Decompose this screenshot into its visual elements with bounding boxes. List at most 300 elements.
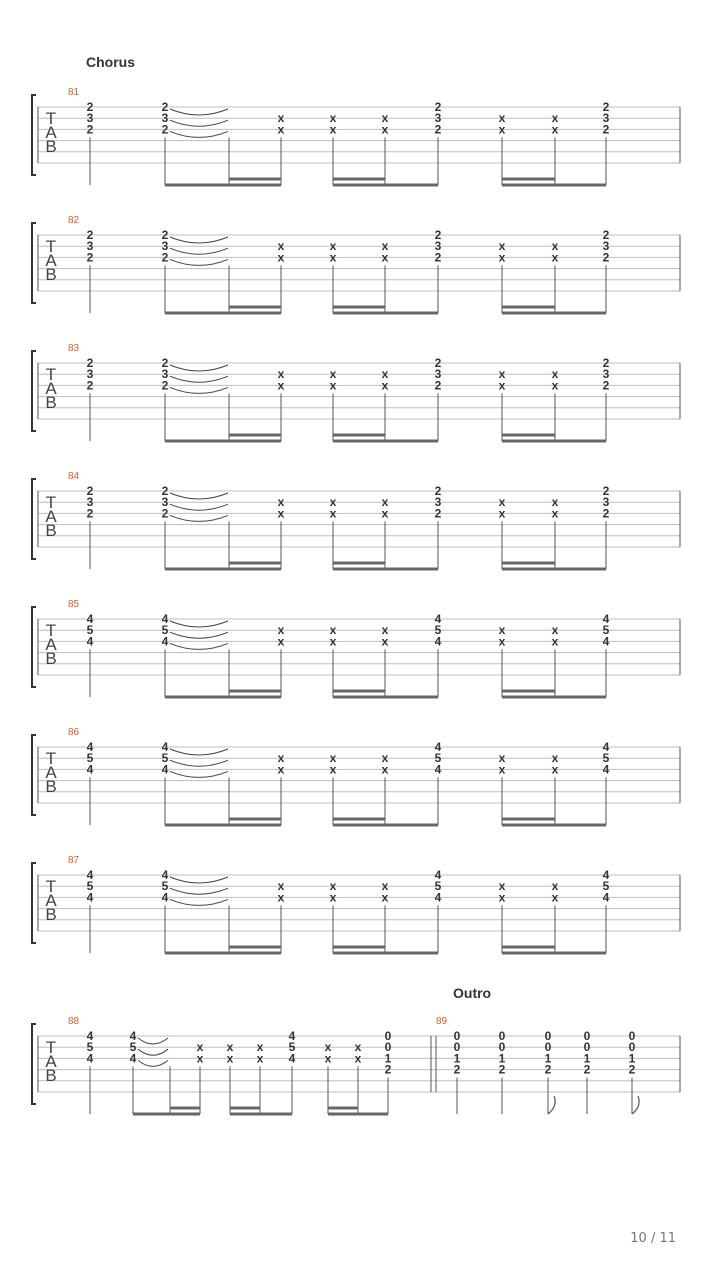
fret-number: 2 <box>86 356 94 370</box>
muted-note: x <box>196 1051 204 1066</box>
fret-number: 2 <box>86 484 94 498</box>
muted-note: x <box>551 250 559 265</box>
fret-number: 2 <box>498 1062 506 1077</box>
fret-number: 3 <box>434 367 442 382</box>
muted-note: x <box>551 890 559 905</box>
fret-number: 1 <box>628 1051 636 1066</box>
fret-number: 5 <box>602 623 610 638</box>
fret-number: 2 <box>434 378 442 393</box>
fret-number: 4 <box>434 762 442 777</box>
fret-number: 2 <box>86 228 94 242</box>
muted-note: x <box>381 367 389 382</box>
tie-slur <box>170 387 228 393</box>
tie-slur <box>170 493 228 499</box>
tab-clef-letter: B <box>45 265 57 284</box>
fret-number: 2 <box>161 484 169 498</box>
muted-note: x <box>256 1051 264 1066</box>
fret-number: 4 <box>86 740 94 754</box>
fret-number: 5 <box>602 751 610 766</box>
tab-clef-letter: A <box>45 123 57 142</box>
note-beam <box>502 818 555 821</box>
system-bracket <box>32 223 36 303</box>
tie-slur <box>138 1049 168 1055</box>
note-beam <box>333 568 438 571</box>
fret-number: 4 <box>602 612 610 626</box>
fret-number: 5 <box>288 1040 296 1055</box>
section-label-chorus: Chorus <box>86 54 135 70</box>
tab-clef-letter: A <box>45 507 57 526</box>
muted-note: x <box>551 111 559 126</box>
tab-clef-letter: A <box>45 1052 57 1071</box>
fret-number: 5 <box>86 1040 94 1055</box>
muted-note: x <box>498 879 506 894</box>
note-beam <box>502 434 555 437</box>
fret-number: 4 <box>129 1051 137 1066</box>
muted-note: x <box>196 1040 204 1055</box>
fret-number: 4 <box>434 868 442 882</box>
fret-number: 2 <box>161 122 169 137</box>
fret-number: 2 <box>434 356 442 370</box>
note-beam <box>502 568 606 571</box>
fret-number: 5 <box>161 751 169 766</box>
note-beam <box>229 818 281 821</box>
fret-number: 4 <box>602 762 610 777</box>
fret-number: 4 <box>129 1029 137 1043</box>
note-beam <box>333 312 438 315</box>
note-beam <box>165 824 281 827</box>
tie-slur <box>170 888 228 894</box>
note-beam <box>230 1113 292 1116</box>
note-beam <box>333 690 385 693</box>
fret-number: 3 <box>86 111 94 126</box>
muted-note: x <box>381 762 389 777</box>
tie-slur <box>170 365 228 371</box>
fret-number: 0 <box>384 1029 392 1043</box>
tab-clef-letter: T <box>45 493 57 512</box>
muted-note: x <box>381 495 389 510</box>
muted-note: x <box>381 111 389 126</box>
note-beam <box>328 1107 358 1110</box>
system-bracket <box>32 479 36 559</box>
tab-clef-letter: T <box>45 621 57 640</box>
fret-number: 2 <box>86 122 94 137</box>
fret-number: 0 <box>453 1029 461 1043</box>
muted-note: x <box>381 751 389 766</box>
note-beam <box>502 178 555 181</box>
fret-number: 2 <box>434 100 442 114</box>
tab-clef-letter: B <box>45 649 57 668</box>
fret-number: 4 <box>161 740 169 754</box>
tie-slur <box>138 1038 168 1044</box>
note-beam <box>165 184 281 187</box>
tie-slur <box>170 259 228 265</box>
fret-number: 2 <box>161 100 169 114</box>
system-bracket <box>32 1024 36 1104</box>
note-beam <box>333 434 385 437</box>
fret-number: 3 <box>86 239 94 254</box>
note-beam <box>502 184 606 187</box>
fret-number: 4 <box>86 634 94 649</box>
muted-note: x <box>277 367 285 382</box>
tab-clef-letter: A <box>45 379 57 398</box>
fret-number: 2 <box>602 250 610 265</box>
measure-number: 82 <box>68 215 80 226</box>
muted-note: x <box>277 879 285 894</box>
fret-number: 2 <box>583 1062 591 1077</box>
fret-number: 2 <box>544 1062 552 1077</box>
fret-number: 4 <box>434 612 442 626</box>
fret-number: 2 <box>453 1062 461 1077</box>
fret-number: 0 <box>498 1029 506 1043</box>
muted-note: x <box>498 250 506 265</box>
tab-clef-letter: B <box>45 521 57 540</box>
note-beam <box>170 1107 200 1110</box>
fret-number: 2 <box>161 506 169 521</box>
note-beam <box>502 696 606 699</box>
note-beam <box>229 946 281 949</box>
fret-number: 4 <box>161 762 169 777</box>
note-beam <box>502 690 555 693</box>
fret-number: 5 <box>161 623 169 638</box>
fret-number: 0 <box>544 1040 552 1055</box>
tie-slur <box>170 877 228 883</box>
muted-note: x <box>498 122 506 137</box>
tie-slur <box>170 621 228 627</box>
muted-note: x <box>381 122 389 137</box>
muted-note: x <box>498 751 506 766</box>
note-beam <box>165 696 281 699</box>
note-beam <box>502 312 606 315</box>
muted-note: x <box>329 506 337 521</box>
tie-slur <box>170 760 228 766</box>
fret-number: 0 <box>384 1040 392 1055</box>
muted-note: x <box>498 378 506 393</box>
fret-number: 4 <box>86 1051 94 1066</box>
fret-number: 1 <box>498 1051 506 1066</box>
note-flag <box>548 1096 555 1114</box>
fret-number: 3 <box>161 367 169 382</box>
fret-number: 0 <box>583 1029 591 1043</box>
fret-number: 1 <box>544 1051 552 1066</box>
tab-clef-letter: A <box>45 891 57 910</box>
tie-slur <box>170 632 228 638</box>
muted-note: x <box>551 762 559 777</box>
fret-number: 4 <box>602 890 610 905</box>
fret-number: 3 <box>602 367 610 382</box>
muted-note: x <box>277 250 285 265</box>
tie-slur <box>170 131 228 137</box>
fret-number: 2 <box>602 122 610 137</box>
tab-clef-letter: A <box>45 635 57 654</box>
muted-note: x <box>498 634 506 649</box>
fret-number: 4 <box>161 890 169 905</box>
fret-number: 5 <box>602 879 610 894</box>
fret-number: 2 <box>602 506 610 521</box>
muted-note: x <box>277 122 285 137</box>
muted-note: x <box>551 879 559 894</box>
fret-number: 0 <box>453 1040 461 1055</box>
tie-slur <box>170 771 228 777</box>
muted-note: x <box>329 122 337 137</box>
muted-note: x <box>329 879 337 894</box>
muted-note: x <box>329 495 337 510</box>
fret-number: 5 <box>86 623 94 638</box>
tab-clef-letter: B <box>45 1066 57 1085</box>
muted-note: x <box>381 879 389 894</box>
measure-number: 83 <box>68 343 80 354</box>
fret-number: 4 <box>602 740 610 754</box>
muted-note: x <box>277 890 285 905</box>
fret-number: 5 <box>86 879 94 894</box>
fret-number: 3 <box>161 111 169 126</box>
note-beam <box>229 306 281 309</box>
note-beam <box>229 178 281 181</box>
muted-note: x <box>381 378 389 393</box>
fret-number: 2 <box>602 378 610 393</box>
tie-slur <box>170 643 228 649</box>
fret-number: 2 <box>86 250 94 265</box>
section-label-outro: Outro <box>453 985 492 1001</box>
muted-note: x <box>329 367 337 382</box>
muted-note: x <box>277 634 285 649</box>
fret-number: 1 <box>453 1051 461 1066</box>
fret-number: 4 <box>86 890 94 905</box>
muted-note: x <box>277 506 285 521</box>
note-beam <box>502 824 606 827</box>
muted-note: x <box>498 506 506 521</box>
measure-number: 81 <box>68 87 80 98</box>
note-beam <box>502 562 555 565</box>
note-beam <box>333 952 438 955</box>
fret-number: 2 <box>602 228 610 242</box>
note-beam <box>328 1113 388 1116</box>
fret-number: 4 <box>86 612 94 626</box>
note-beam <box>333 824 438 827</box>
tie-slur <box>170 376 228 382</box>
note-beam <box>133 1113 200 1116</box>
system-bracket <box>32 863 36 943</box>
fret-number: 5 <box>434 879 442 894</box>
note-beam <box>333 696 438 699</box>
fret-number: 4 <box>86 868 94 882</box>
muted-note: x <box>324 1051 332 1066</box>
fret-number: 2 <box>434 250 442 265</box>
muted-note: x <box>498 111 506 126</box>
fret-number: 5 <box>161 879 169 894</box>
note-beam <box>502 306 555 309</box>
fret-number: 3 <box>434 111 442 126</box>
tab-clef-letter: T <box>45 749 57 768</box>
fret-number: 3 <box>602 495 610 510</box>
page-number: 10 / 11 <box>630 1231 676 1246</box>
muted-note: x <box>277 378 285 393</box>
tie-slur <box>170 237 228 243</box>
muted-note: x <box>329 111 337 126</box>
muted-note: x <box>498 762 506 777</box>
tab-clef-letter: B <box>45 777 57 796</box>
fret-number: 3 <box>86 367 94 382</box>
muted-note: x <box>329 250 337 265</box>
fret-number: 4 <box>434 634 442 649</box>
tab-clef-letter: B <box>45 905 57 924</box>
muted-note: x <box>381 623 389 638</box>
muted-note: x <box>551 122 559 137</box>
muted-note: x <box>381 239 389 254</box>
fret-number: 2 <box>86 378 94 393</box>
fret-number: 2 <box>434 228 442 242</box>
fret-number: 4 <box>434 740 442 754</box>
fret-number: 4 <box>161 634 169 649</box>
muted-note: x <box>256 1040 264 1055</box>
measure-number: 86 <box>68 727 80 738</box>
measure-number: 89 <box>436 1016 448 1027</box>
fret-number: 0 <box>583 1040 591 1055</box>
muted-note: x <box>277 239 285 254</box>
muted-note: x <box>226 1051 234 1066</box>
fret-number: 2 <box>86 100 94 114</box>
fret-number: 3 <box>86 495 94 510</box>
fret-number: 4 <box>434 890 442 905</box>
muted-note: x <box>226 1040 234 1055</box>
fret-number: 2 <box>86 506 94 521</box>
fret-number: 3 <box>602 239 610 254</box>
note-beam <box>229 690 281 693</box>
fret-number: 4 <box>288 1029 296 1043</box>
fret-number: 1 <box>583 1051 591 1066</box>
fret-number: 2 <box>161 378 169 393</box>
muted-note: x <box>277 762 285 777</box>
fret-number: 2 <box>602 356 610 370</box>
muted-note: x <box>381 250 389 265</box>
note-beam <box>165 440 281 443</box>
note-beam <box>502 952 606 955</box>
muted-note: x <box>277 751 285 766</box>
fret-number: 5 <box>129 1040 137 1055</box>
fret-number: 2 <box>161 228 169 242</box>
muted-note: x <box>329 890 337 905</box>
muted-note: x <box>498 495 506 510</box>
fret-number: 3 <box>161 495 169 510</box>
fret-number: 2 <box>434 122 442 137</box>
tab-clef-letter: B <box>45 137 57 156</box>
fret-number: 3 <box>602 111 610 126</box>
muted-note: x <box>551 751 559 766</box>
fret-number: 0 <box>498 1040 506 1055</box>
note-beam <box>502 946 555 949</box>
fret-number: 4 <box>602 868 610 882</box>
fret-number: 2 <box>384 1062 392 1077</box>
tie-slur <box>170 248 228 254</box>
muted-note: x <box>329 751 337 766</box>
muted-note: x <box>551 634 559 649</box>
muted-note: x <box>551 367 559 382</box>
fret-number: 2 <box>161 250 169 265</box>
fret-number: 4 <box>161 868 169 882</box>
muted-note: x <box>498 367 506 382</box>
fret-number: 4 <box>86 1029 94 1043</box>
fret-number: 5 <box>434 623 442 638</box>
tie-slur <box>170 899 228 905</box>
note-beam <box>333 946 385 949</box>
muted-note: x <box>498 890 506 905</box>
fret-number: 3 <box>434 239 442 254</box>
note-beam <box>502 440 606 443</box>
muted-note: x <box>329 623 337 638</box>
fret-number: 3 <box>434 495 442 510</box>
note-beam <box>333 184 438 187</box>
fret-number: 4 <box>86 762 94 777</box>
muted-note: x <box>381 634 389 649</box>
system-bracket <box>32 735 36 815</box>
fret-number: 2 <box>434 506 442 521</box>
note-flag <box>632 1096 639 1114</box>
note-beam <box>333 818 385 821</box>
tie-slur <box>138 1060 168 1066</box>
note-beam <box>333 440 438 443</box>
fret-number: 2 <box>602 484 610 498</box>
system-bracket <box>32 351 36 431</box>
note-beam <box>229 434 281 437</box>
fret-number: 0 <box>628 1040 636 1055</box>
measure-number: 87 <box>68 855 80 866</box>
muted-note: x <box>329 239 337 254</box>
fret-number: 4 <box>161 612 169 626</box>
fret-number: 2 <box>628 1062 636 1077</box>
tie-slur <box>170 109 228 115</box>
muted-note: x <box>381 890 389 905</box>
system-bracket <box>32 95 36 175</box>
muted-note: x <box>354 1051 362 1066</box>
tie-slur <box>170 515 228 521</box>
note-beam <box>333 306 385 309</box>
fret-number: 2 <box>161 356 169 370</box>
fret-number: 4 <box>602 634 610 649</box>
muted-note: x <box>277 623 285 638</box>
tab-clef-letter: T <box>45 237 57 256</box>
note-beam <box>230 1107 260 1110</box>
fret-number: 2 <box>434 484 442 498</box>
measure-number: 84 <box>68 471 80 482</box>
fret-number: 0 <box>544 1029 552 1043</box>
tie-slur <box>170 120 228 126</box>
note-beam <box>229 562 281 565</box>
note-beam <box>333 562 385 565</box>
muted-note: x <box>498 623 506 638</box>
muted-note: x <box>329 762 337 777</box>
fret-number: 3 <box>161 239 169 254</box>
muted-note: x <box>551 495 559 510</box>
muted-note: x <box>551 623 559 638</box>
fret-number: 5 <box>434 751 442 766</box>
note-beam <box>165 312 281 315</box>
fret-number: 4 <box>288 1051 296 1066</box>
tab-clef-letter: T <box>45 109 57 128</box>
tie-slur <box>170 504 228 510</box>
fret-number: 0 <box>628 1029 636 1043</box>
tab-clef-letter: T <box>45 877 57 896</box>
tab-clef-letter: A <box>45 763 57 782</box>
muted-note: x <box>551 378 559 393</box>
muted-note: x <box>324 1040 332 1055</box>
tab-clef-letter: B <box>45 393 57 412</box>
measure-number: 85 <box>68 599 80 610</box>
tie-slur <box>170 749 228 755</box>
tab-clef-letter: A <box>45 251 57 270</box>
note-beam <box>333 178 385 181</box>
muted-note: x <box>551 506 559 521</box>
fret-number: 2 <box>602 100 610 114</box>
tab-clef-letter: T <box>45 365 57 384</box>
